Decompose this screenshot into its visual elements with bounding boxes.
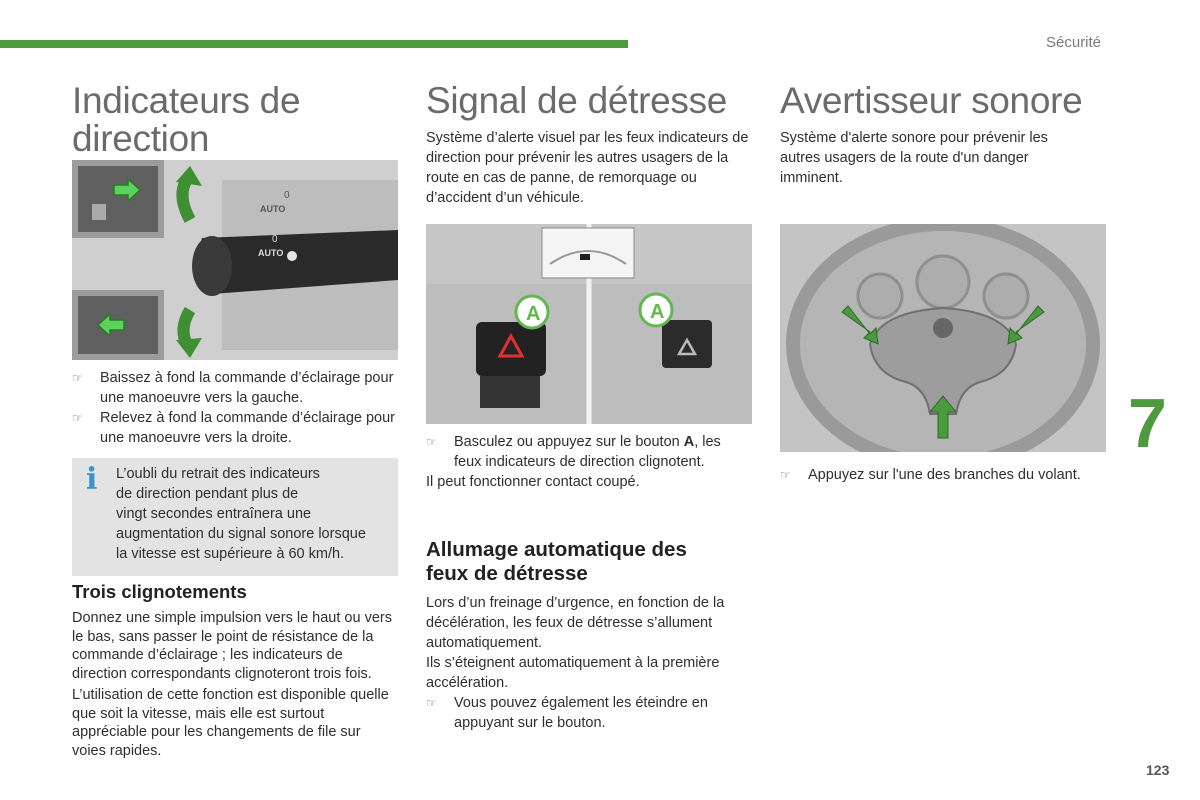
paragraph: L’utilisation de cette fonction est disponible quelle que soit la vitesse, mais elle est surtout appréciable pour les changements de file sur voies rapides. [72,687,389,759]
steering-wheel-illustration [780,224,1106,452]
stalk-bullets [72,368,398,448]
title-line-1: Indicateurs de [72,80,301,121]
info-line: la vitesse est supérieure à 60 km/h. [116,546,345,562]
title-signal-detresse: Signal de détresse [426,80,728,121]
info-icon: i [86,462,98,497]
housing-label-zero: 0 [284,190,290,201]
stalk-figure [72,160,398,360]
subheading-line-2: feux de détresse [426,562,588,585]
title-avertisseur: Avertisseur sonore [780,80,1083,121]
stalk-label-zero: 0 [272,234,278,245]
bullet-glyph: ☞ [780,468,791,482]
intro-paragraph: Système d'alerte sonore pour prévenir les autres usagers de la route d'un danger imminent. [780,130,1048,186]
chapter-number: 7 [1128,384,1167,462]
bullet-item [426,693,754,733]
bullet-text-bold: A [683,434,695,450]
bullet-glyph: ☞ [72,371,83,385]
paragraph: Ils s’éteignent automatiquement à la première accélération. [426,655,720,691]
horn-bullet [780,465,1106,485]
bullet-list [426,693,754,733]
subheading-line-1: Allumage automatique des [426,538,687,561]
subheading-trois-clignotements: Trois clignotements [72,581,247,602]
brand-logo-icon [933,318,953,338]
fuel-icon [92,204,106,220]
label-a: A [526,303,541,325]
bullet-item [780,465,1106,485]
bullet-text: Vous pouvez également les éteindre en appuyant sur le bouton. [454,695,708,731]
paragraph: Lors d’un freinage d’urgence, en fonction de la décélération, les feux de détresse s’allument automatiquement. [426,595,725,651]
info-line: de direction pendant plus de [116,486,299,502]
intro-paragraph: Système d’alerte visuel par les feux indicateurs de direction pour prévenir les autres usagers de la route en cas de panne, de remorquage ou d’accident d’un véhicule. [426,130,749,206]
info-line: vingt secondes entraînera une [116,506,312,522]
stalk-illustration [72,160,398,360]
housing-label-auto: AUTO [260,204,286,214]
bullet-glyph: ☞ [426,435,437,449]
hazard-illustration [426,224,752,424]
info-line: augmentation du signal sonore lorsque [116,526,366,542]
bullet-text-suffix: , les feux indicateurs de direction clignotent. [454,434,721,470]
bullet-item [72,408,398,448]
title-indicateurs [72,82,300,158]
bullet-item [72,368,398,408]
title-line-2: direction [72,118,210,159]
bullet-text: Appuyez sur l'une des branches du volant. [808,467,1081,483]
info-text [116,464,388,564]
section-label: Sécurité [1046,34,1102,51]
note-text: Il peut fonctionner contact coupé. [426,474,640,490]
paragraph: Donnez une simple impulsion vers le haut ou vers le bas, sans passer le point de résistance de la commande d’éclairage ; les indicateurs de direction correspondants clignoteront trois fois. [72,610,392,682]
bullet-item [426,432,752,472]
subheading-allumage [426,538,687,586]
label-a: A [650,301,665,323]
info-line: L’oubli du retrait des indicateurs [116,466,320,482]
hazard-bullet [426,432,752,492]
stalk-label-auto: AUTO [258,248,284,258]
hazard-figure [426,224,752,424]
bullet-glyph: ☞ [426,696,437,710]
page-number: 123 [1146,762,1170,778]
info-box [72,458,398,576]
horn-figure [780,224,1106,452]
bullet-glyph: ☞ [72,411,83,425]
bullet-text: Baissez à fond la commande d’éclairage pour une manoeuvre vers la gauche. [100,370,394,406]
bullet-text-prefix: Basculez ou appuyez sur le bouton [454,434,684,450]
header-accent-bar [0,40,628,48]
bullet-text: Relevez à fond la commande d’éclairage pour une manoeuvre vers la droite. [100,410,396,446]
